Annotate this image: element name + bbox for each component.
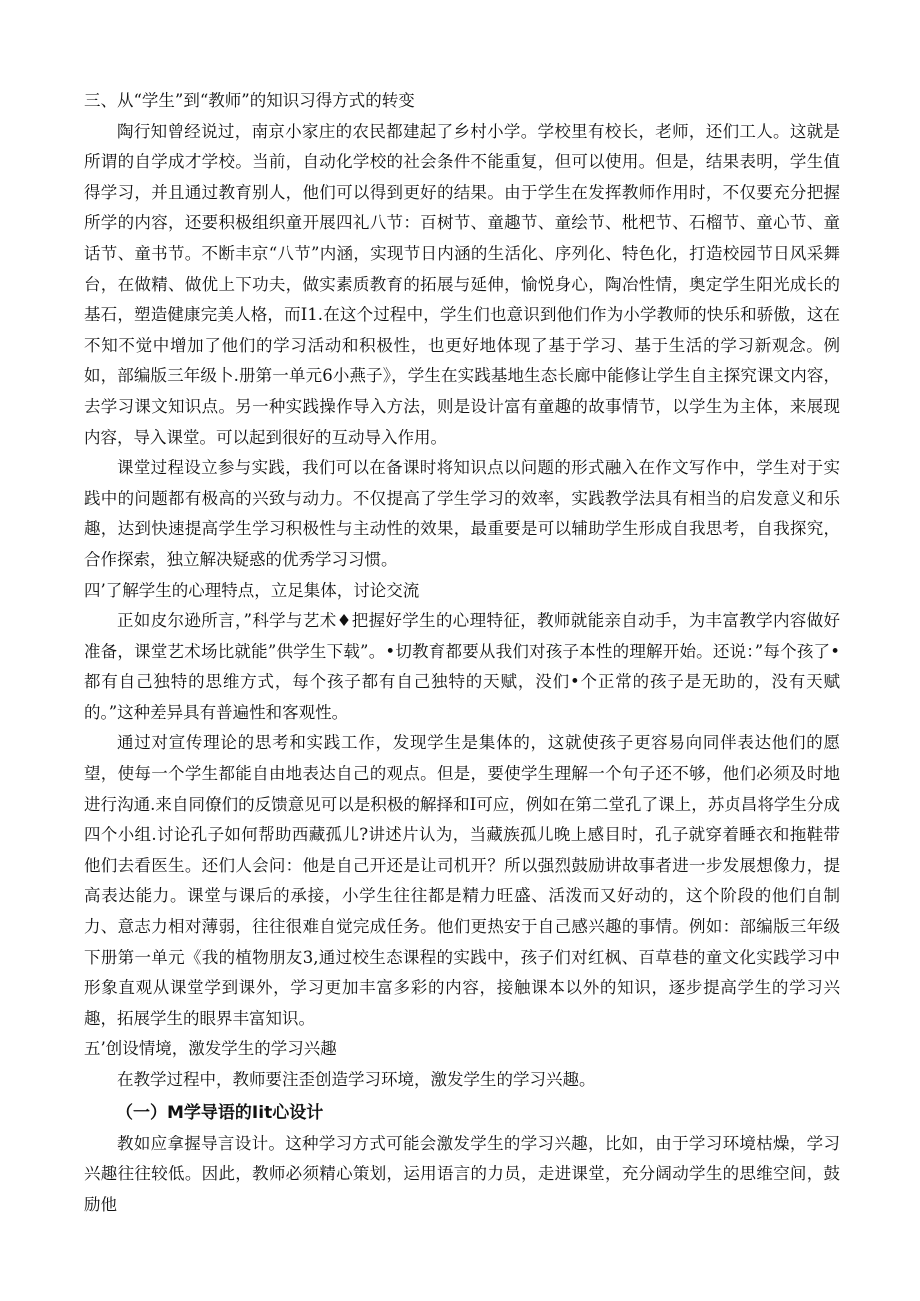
- section-5-heading: 五’创设情境，激发学生的学习兴趣: [84, 1039, 337, 1059]
- section-5-sub-1-paragraph-1: 教如应拿握导言设计。这种学习方式可能会激发学生的学习兴趣，比如，由于学习环境枯燥，学习兴趣往往较低。因此，教师必须精心策划，运用语言的力员，走进课堂，充分阔动学生的思维空间，鼓励他: [84, 1133, 840, 1214]
- section-4-heading: 四’了解学生的心理特点，立足集体，讨论交流: [84, 580, 420, 600]
- section-4-paragraph-1: 正如皮尔逊所言，”科学与艺术♦把握好学生的心理特征，教师就能亲自动手，为丰富教学内容做好准备，课堂艺术场比就能”供学生下载”。•切教育都要从我们对孩子本性的理解开始。还说：”每个孩了•都有自己独特的思维方式，每个孩子都有自己独特的天赋，没们•个正常的孩子是无助的，没有天赋的。”这种差异具有普遍性和客观性。: [84, 611, 840, 722]
- section-3-paragraph-2: 课堂过程设立参与实践，我们可以在备课时将知识点以问题的形式融入在作文写作中，学生对于实践中的问题都有极高的兴致与动力。不仅提高了学生学习的效率，实践教学法具有相当的启发意义和乐趣，达到快速提高学生学习积极性与主动性的效果，最重要是可以辅助学生形成自我思考，自我探究，合作探索，独立解决疑惑的优秀学习习惯。: [84, 458, 840, 569]
- section-4-paragraph-2: 通过对宣传理论的思考和实践工作，发现学生是集体的，这就使孩子更容易向同伴表达他们的愿望，使每一个学生都能自由地表达自己的观点。但是，要使学生理解一个句子还不够，他们必须及时地进行沟通.来自同僚们的反馈意见可以是积极的解择和I可应，例如在第二堂孔了课上，苏贞昌将学生分成四个小组.讨论孔子如何帮助西藏孤儿?讲述片认为，当藏族孤儿晚上感目时，孔子就穿着睡衣和拖鞋带他们去看医生。还们人会问：他是自己开还是让司机开？所以强烈鼓励讲故事者进一步发展想像力，提高表达能力。课堂与课后的承接，小学生往往都是精力旺盛、活泼而又好动的，这个阶段的他们自制力、意志力相对薄弱，往往很难自觉完成任务。他们更热安于自己感兴趣的事情。例如：部编版三年级下册第一单元《我的植物朋友3,通过校生态课程的实践中，孩子们对红枫、百草巷的童文化实践学习中形象直观从课堂学到课外，学习更加丰富多彩的内容，接触课本以外的知识，逐步提高学生的学习兴趣，拓展学生的眼界丰富知识。: [84, 733, 840, 1028]
- section-5-subheading-1: （一）M学导语的Iit心设计: [116, 1102, 324, 1123]
- section-3-paragraph-1: 陶行知曾经说过，南京小家庄的农民都建起了乡村小学。学校里有校长，老师，还们工人。这就是所谓的自学成才学校。当前，自动化学校的社会条件不能重复，但可以使用。但是，结果表明，学生值得学习，并且通过教育别人，他们可以得到更好的结果。由于学生在发挥教师作用时，不仅要充分把握所学的内容，还要积极组织童开展四礼八节：百树节、童趣节、童绘节、枇杷节、石榴节、童心节、童话节、童书节。不断丰京“八节”内涵，实现节日内涵的生活化、序列化、特色化，打造校园节日风采舞台，在做精、做优上下功夫，做实素质教育的拓展与延伸，愉悦身心，陶冶性情，奥定学生阳光成长的基石，塑造健康完美人格，而I1.在这个过程中，学生们也意识到他们作为小学教师的快乐和骄傲，这在不知不觉中增加了他们的学习活动和积极性，也更好地体现了基于学习、基于生活的学习新观念。例如，部编版三年级卜.册第一单元6小燕子》，学生在实践基地生态长廊中能修让学生自主探究课文内容，去学习课文知识点。另一种实践操作导入方法，则是设计富有童趣的故事情节，以学生为主体，来展现内容，导入课堂。可以起到很好的互动导入作用。: [84, 121, 840, 447]
- section-3-heading: 三、从“学生”到“教师”的知识习得方式的转变: [84, 91, 415, 110]
- document-page: [84, 86, 840, 1220]
- section-5-intro: 在教学过程中，教师要注歪创造学习环境，激发学生的学习兴趣。: [117, 1070, 596, 1089]
